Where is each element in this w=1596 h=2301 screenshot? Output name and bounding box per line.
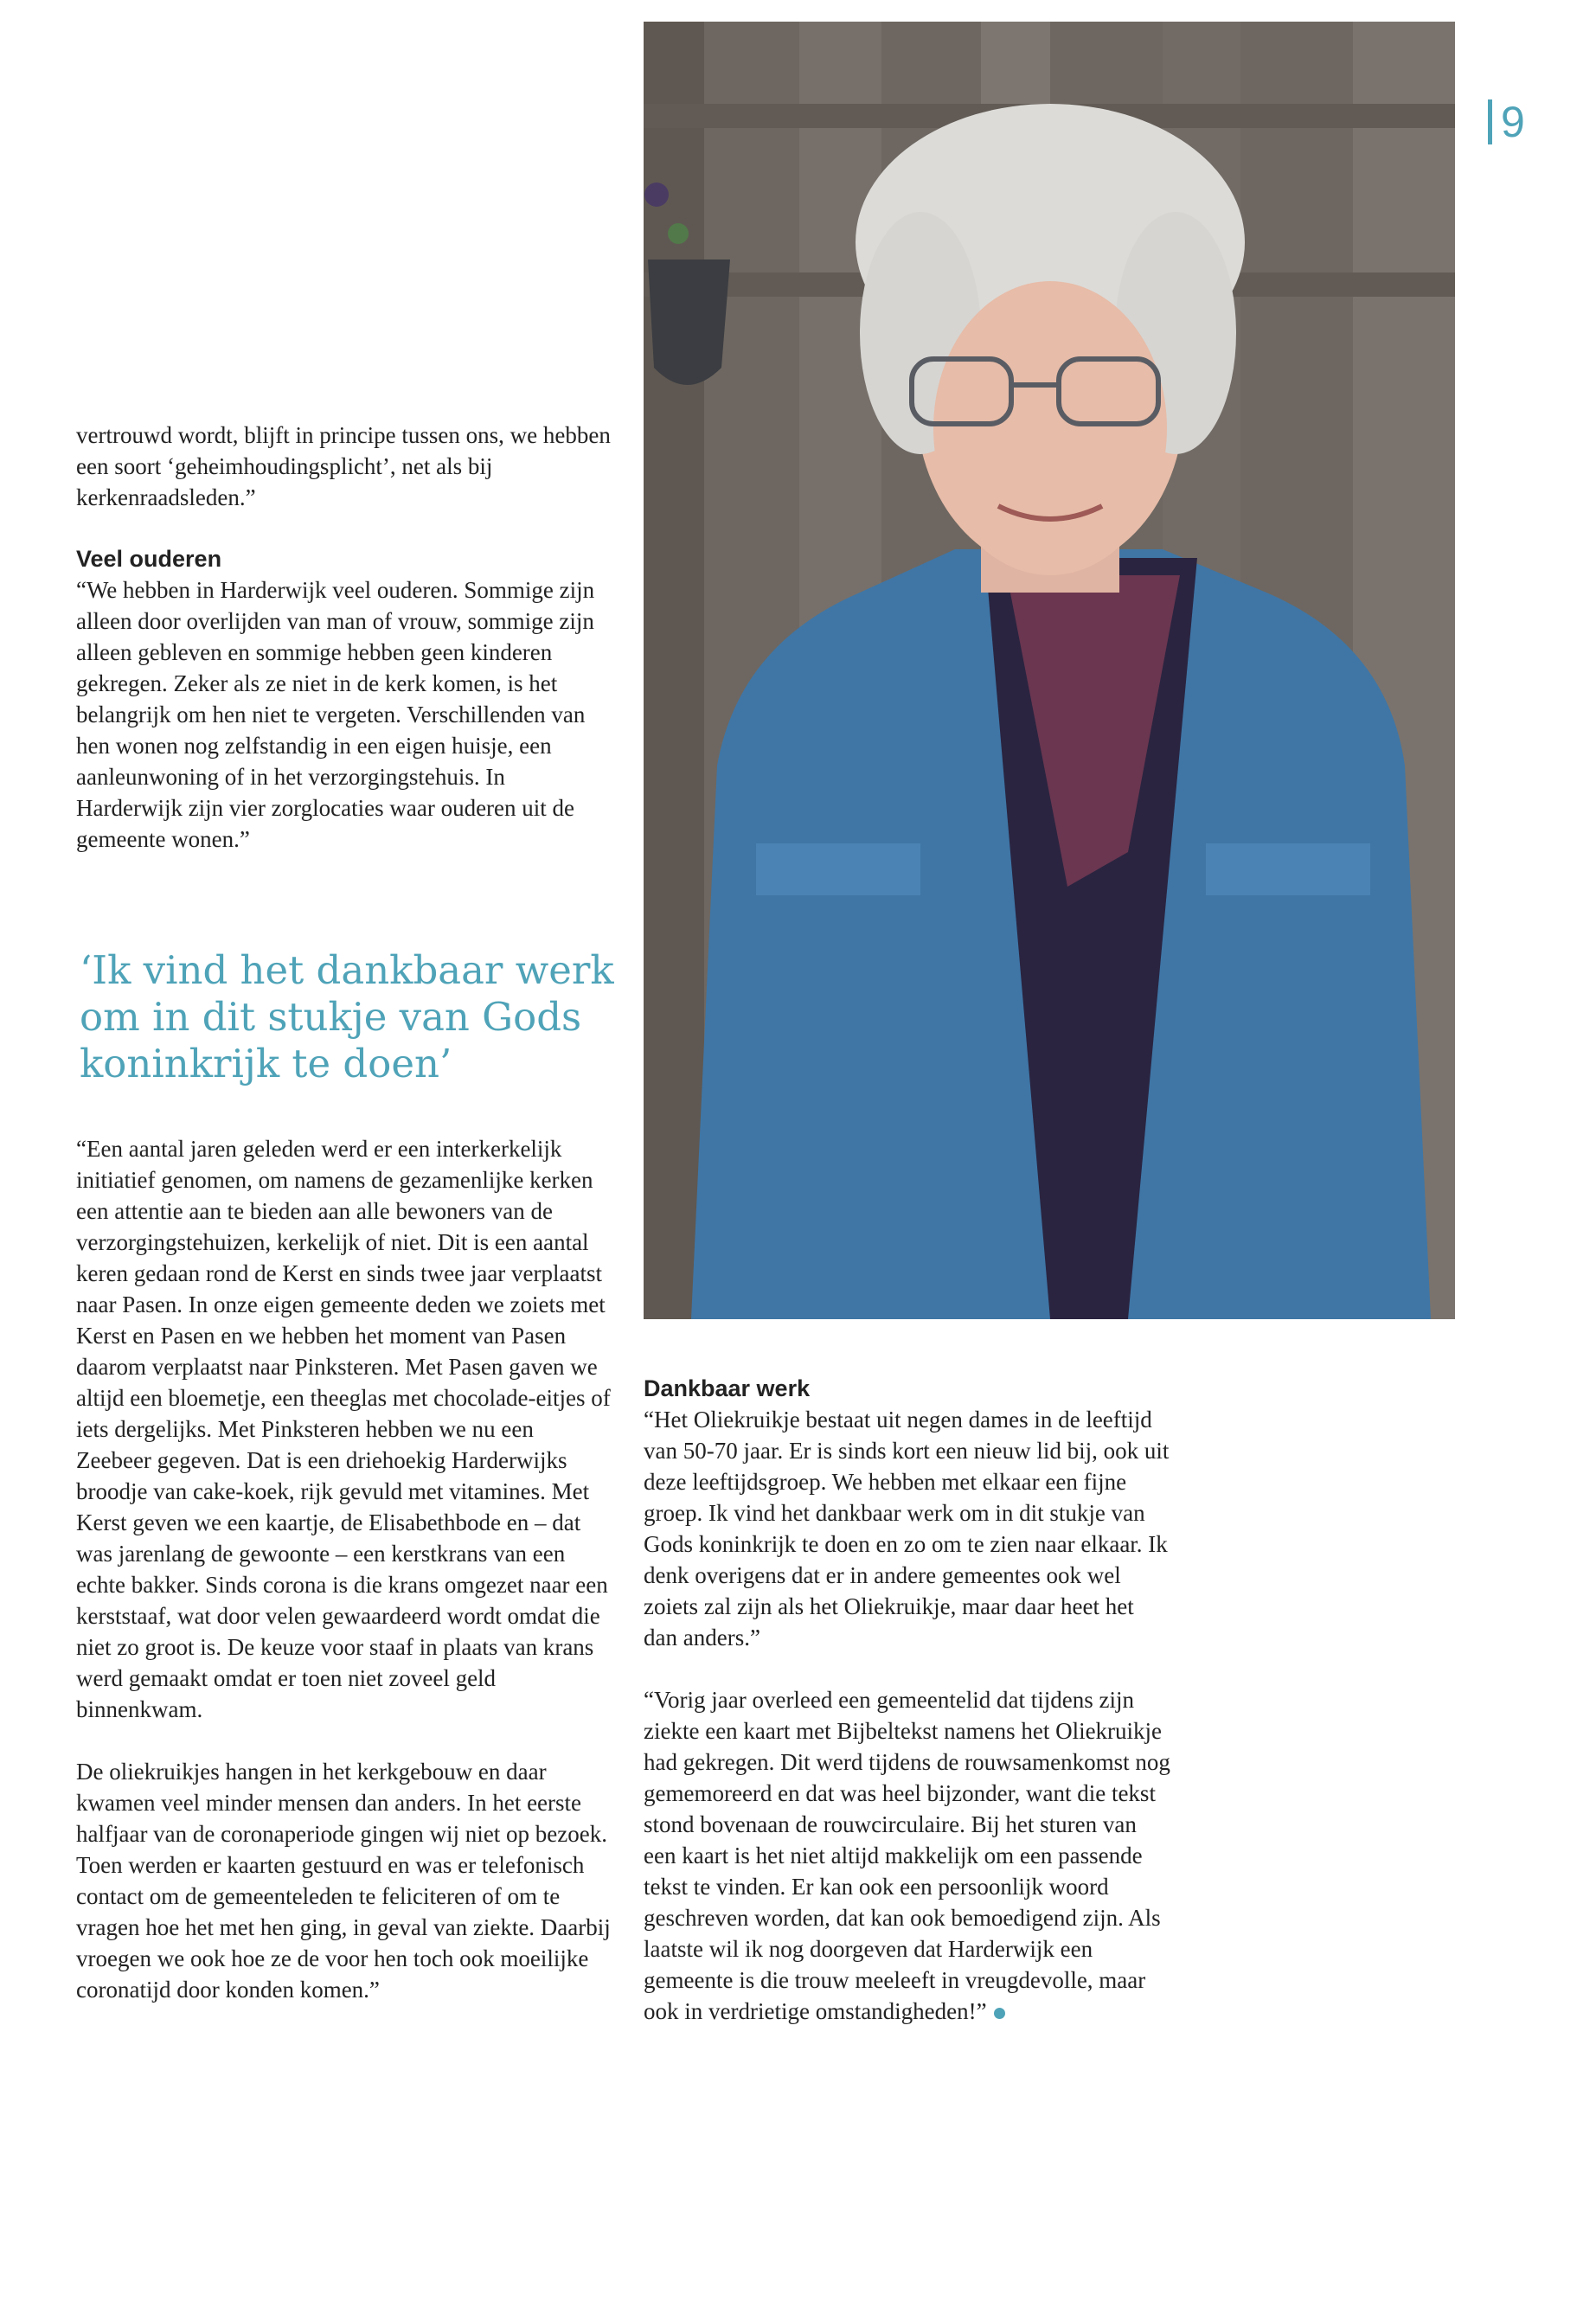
page-number (1488, 97, 1525, 147)
section-heading: Veel ouderen (76, 546, 222, 572)
page-number-text: 9 (1501, 98, 1525, 146)
section-dankbaar-werk (644, 1373, 1173, 2027)
left-intro-paragraph (76, 420, 611, 513)
section-heading: Dankbaar werk (644, 1375, 811, 1401)
portrait-illustration (644, 22, 1455, 1319)
body-paragraph-text: “Vorig jaar overleed een gemeentelid dat tijdens zijn ziekte een kaart met Bijbeltekst namens het Oliekruikje had gekregen. Dit werd tijdens de rouwsamenkomst nog gememoreerd en dat was heel bijzonder, want die tekst stond bovenaan de rouwcirculaire. Bij het sturen van een kaart is het niet altijd makkelijk om een passende tekst te vinden. Er kan ook een persoonlijk woord geschreven worden, dat kan ook bemoedigend zijn. Als laatste wil ik nog doorgeven dat Harderwijk een gemeente is die trouw meeleeft in vreugdevolle, maar ook in verdrietige omstandigheden!” (644, 1687, 1170, 2024)
body-paragraph: De oliekruikjes hangen in het kerkgebouw en daar kwamen veel minder mensen dan anders. In het eerste halfjaar van de coronaperiode gingen wij niet op bezoek. Toen werden er kaarten gestuurd en was er telefonisch contact om de gemeenteleden te feliciteren of om te vragen hoe het met hen ging, in geval van ziekte. Daarbij vroegen we ook hoe ze de voor hen toch ook moeilijke coronatijd door konden komen.” (76, 1759, 611, 2003)
section-body: “We hebben in Harderwijk veel ouderen. Sommige zijn alleen door overlijden van man of vrouw, sommige zijn alleen gebleven en sommige hebben geen kinderen gekregen. Zeker als ze niet in de kerk komen, is het belangrijk om hen niet te vergeten. Verschillenden van hen wonen nog zelfstandig in een eigen huisje, een aanleunwoning of in het verzorgingstehuis. In Harderwijk zijn vier zorglocaties waar ouderen uit de gemeente wonen.” (76, 577, 595, 852)
portrait-photo (644, 22, 1455, 1319)
end-mark-dot (994, 2008, 1005, 2019)
section-veel-ouderen (76, 543, 611, 855)
pull-quote: ‘Ik vind het dankbaar werk om in dit stukje van Gods koninkrijk te doen’ (80, 947, 614, 1086)
intro-text: vertrouwd wordt, blijft in principe tussen ons, we hebben een soort ‘geheimhoudingsplicht’, net als bij kerkenraadsleden.” (76, 422, 611, 510)
body-paragraph: “Een aantal jaren geleden werd er een interkerkelijk initiatief genomen, om namens de gezamenlijke kerken een attentie aan te bieden aan alle bewoners van de verzorgingstehuizen, kerkelijk of niet. Dit is een aantal keren gedaan rond de Kerst en sinds twee jaar verplaatst naar Pasen. In onze eigen gemeente deden we zoiets met Kerst en Pasen en we hebben het moment van Pasen daarom verplaatst naar Pinksteren. Met Pasen gaven we altijd een bloemetje, een theeglas met chocolade-eitjes of iets dergelijks. Met Pinksteren hebben we nu een Zeebeer gegeven. Dat is een driehoekig Harderwijks broodje van cake-koek, rijk gevuld met vitamines. Met Kerst geven we een kaartje, de Elisabethbode en – dat was jarenlang de gewoonte – een kerstkrans van een echte bakker. Sinds corona is die krans omgezet naar een kerststaaf, wat door velen gewaardeerd wordt omdat die niet zo groot is. De keuze voor staaf in plaats van krans werd gemaakt omdat er toen niet zoveel geld binnenkwam. (76, 1136, 611, 1722)
page-number-bar (1488, 99, 1492, 144)
body-paragraph-last (644, 1684, 1173, 2027)
left-body (76, 1133, 611, 2005)
body-paragraph: “Het Oliekruikje bestaat uit negen dames in de leeftijd van 50-70 jaar. Er is sinds kort een nieuw lid bij, ook uit deze leeftijdsgroep. We hebben met elkaar een fijne groep. Ik vind het dankbaar werk om in dit stukje van Gods koninkrijk te doen en zo om te zien naar elkaar. Ik denk overigens dat er in andere gemeentes ook wel zoiets zal zijn als het Oliekruikje, maar daar heet het dan anders.” (644, 1407, 1170, 1650)
